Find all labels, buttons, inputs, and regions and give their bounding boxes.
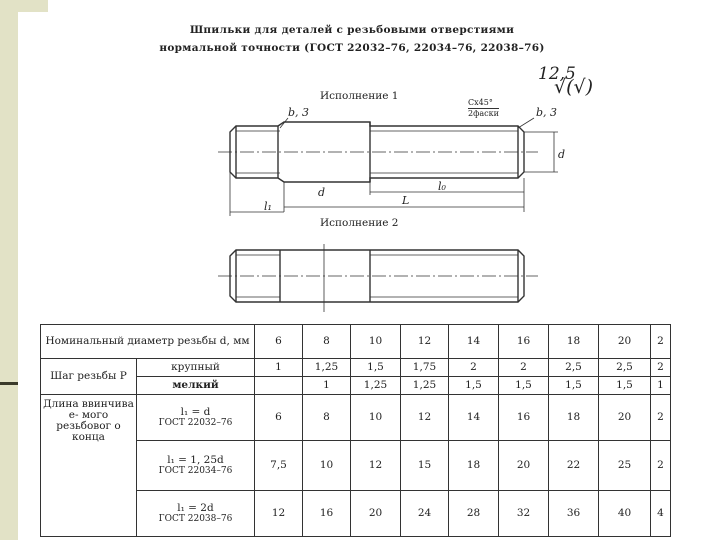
table-cell: 1,5 [351,359,401,377]
length-2-formula: l₁ = 1, 25d [167,453,224,466]
table-cell: 16 [499,395,549,441]
table-cell: 28 [449,491,499,537]
screw-in-length-label: Длина ввинчива е- мого резьбовог о конца [41,395,137,537]
table-row-coarse [41,359,671,377]
table-cell [255,377,303,395]
roughness-value: 12,5 [538,64,576,84]
table-cell: 15 [401,441,449,491]
table-cell: 22 [549,441,599,491]
table-cell: 6 [255,325,303,359]
table-cell: 12 [255,491,303,537]
table-cell: 2 [651,395,671,441]
stud-drawing [18,12,686,324]
table-cell: 36 [549,491,599,537]
table-cell: 1 [303,377,351,395]
length-3-formula: l₁ = 2d [177,501,214,514]
table-cell: 14 [449,395,499,441]
stud-spec-table [40,324,671,537]
table-cell: 18 [449,441,499,491]
chamfer-note-top: Cx45° [468,98,493,107]
table-cell: 1 [255,359,303,377]
table-cell: 20 [599,325,651,359]
sheet-title-line2: нормальной точности (ГОСТ 22032–76, 22034–76, 22038–76) [159,42,545,54]
dim-l1-label: l₁ [264,200,272,213]
length-3-gost: ГОСТ 22038–76 [158,513,233,524]
table-cell: 18 [549,325,599,359]
table-cell: 2 [651,325,671,359]
table-cell: 12 [351,441,401,491]
pitch-label: Шаг резьбы P [41,359,137,395]
dim-l0-label: l₀ [438,180,446,193]
table-cell: 25 [599,441,651,491]
table-cell: 10 [303,441,351,491]
thread-b-right: b, 3 [536,106,558,119]
dim-d-label: d [558,148,566,161]
roughness-symbol: √(√) [554,76,594,98]
table-cell: 12 [401,325,449,359]
table-cell: 1 [651,377,671,395]
length-1-spec [137,395,255,441]
length-1-gost: ГОСТ 22032–76 [158,417,233,428]
table-cell: 20 [599,395,651,441]
table-cell: 2 [499,359,549,377]
fine-label: мелкий [137,377,255,395]
thread-b-left: b, 3 [288,106,310,119]
table-cell: 2,5 [599,359,651,377]
table-cell: 16 [303,491,351,537]
table-row-diameter [41,325,671,359]
table-row-length-1 [41,395,671,441]
dim-d-lower-label: d [318,186,326,199]
variant-2-label: Исполнение 2 [320,217,399,229]
table-cell: 1,75 [401,359,449,377]
table-cell: 1,25 [303,359,351,377]
scanned-sheet [18,12,686,540]
table-cell: 10 [351,325,401,359]
sheet-title-line1: Шпильки для деталей с резьбовыми отверстиями [189,24,515,36]
coarse-label: крупный [137,359,255,377]
table-cell: 1,25 [401,377,449,395]
table-cell: 8 [303,325,351,359]
table-cell: 24 [401,491,449,537]
table-cell: 1,25 [351,377,401,395]
length-3-spec [137,491,255,537]
table-cell: 1,5 [599,377,651,395]
table-cell: 32 [499,491,549,537]
table-cell: 6 [255,395,303,441]
table-cell: 2 [449,359,499,377]
table-cell: 20 [351,491,401,537]
chamfer-note-bottom: 2фаски [468,109,499,118]
dim-L-label: L [402,194,410,207]
nominal-diameter-label: Номинальный диаметр резьбы d, мм [41,325,255,359]
table-cell: 2 [651,359,671,377]
table-cell: 14 [449,325,499,359]
table-cell: 40 [599,491,651,537]
length-2-spec [137,441,255,491]
table-cell: 12 [401,395,449,441]
table-cell: 16 [499,325,549,359]
table-cell: 1,5 [549,377,599,395]
table-cell: 20 [499,441,549,491]
table-cell: 18 [549,395,599,441]
table-cell: 10 [351,395,401,441]
table-cell: 2 [651,441,671,491]
table-cell: 2,5 [549,359,599,377]
table-cell: 8 [303,395,351,441]
table-cell: 1,5 [499,377,549,395]
table-cell: 1,5 [449,377,499,395]
length-1-formula: l₁ = d [180,405,211,418]
length-2-gost: ГОСТ 22034–76 [158,465,233,476]
variant-1-label: Исполнение 1 [320,90,399,102]
table-cell: 7,5 [255,441,303,491]
table-cell: 4 [651,491,671,537]
